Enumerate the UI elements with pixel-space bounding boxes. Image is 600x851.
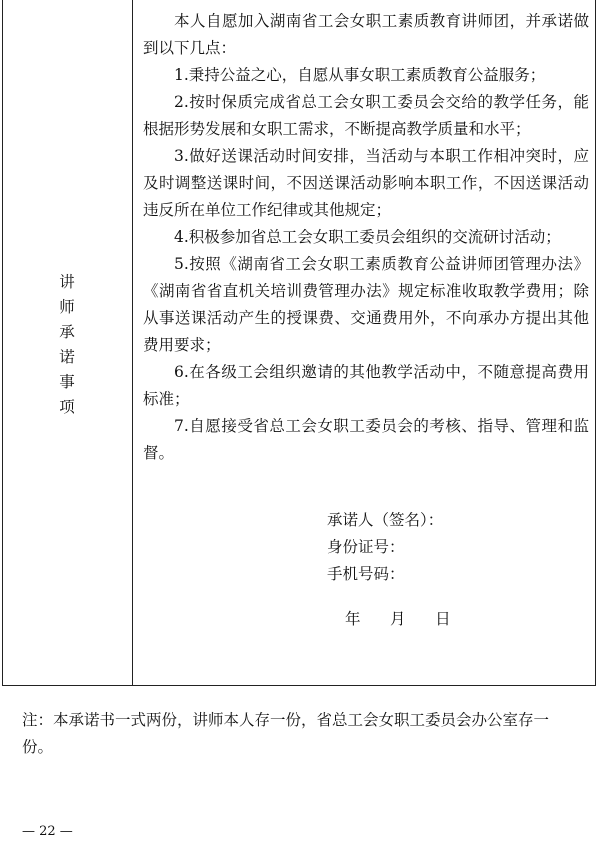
- page-number: — 22 —: [22, 824, 73, 839]
- label-column: [3, 0, 133, 685]
- commitment-item-2: 2.按时保质完成省总工会女职工委员会交给的教学任务，能根据形势发展和女职工需求，不断提高教学质量和水平；: [143, 93, 589, 138]
- commitment-content: [143, 8, 589, 467]
- commitment-item-6: 6.在各级工会组织邀请的其他教学活动中，不随意提高费用标准；: [143, 363, 589, 408]
- commitment-item-4: 4.积极参加省总工会女职工委员会组织的交流研讨活动；: [174, 228, 561, 246]
- signature-name-label: 承诺人（签名）：: [327, 511, 444, 529]
- commitment-item-1: 1.秉持公益之心，自愿从事女职工素质教育公益服务；: [174, 66, 546, 84]
- commitment-item-7: 7.自愿接受省总工会女职工委员会的考核、指导、管理和监督。: [143, 417, 589, 462]
- signature-id-label: 身份证号：: [327, 538, 405, 556]
- footnote: 注：本承诺书一式两份，讲师本人存一份，省总工会女职工委员会办公室存一份。: [22, 711, 550, 756]
- signature-phone-label: 手机号码：: [327, 565, 405, 583]
- date-line: 年 月 日: [345, 610, 451, 628]
- commitment-item-5: 5.按照《湖南省工会女职工素质教育公益讲师团管理办法》《湖南省省直机关培训费管理办法》规定标准收取教学费用；除从事送课活动产生的授课费、交通费用外，不向承办方提出其他费用要求；: [143, 255, 589, 354]
- section-label: 讲师承诺事项: [59, 273, 75, 416]
- commitment-intro: 本人自愿加入湖南省工会女职工素质教育讲师团，并承诺做到以下几点：: [143, 12, 589, 57]
- signature-block: [327, 507, 443, 588]
- commitment-table: [2, 0, 596, 686]
- commitment-item-3: 3.做好送课活动时间安排，当活动与本职工作相冲突时，应及时调整送课时间，不因送课活动影响本职工作，不因送课活动违反所在单位工作纪律或其他规定；: [143, 147, 589, 219]
